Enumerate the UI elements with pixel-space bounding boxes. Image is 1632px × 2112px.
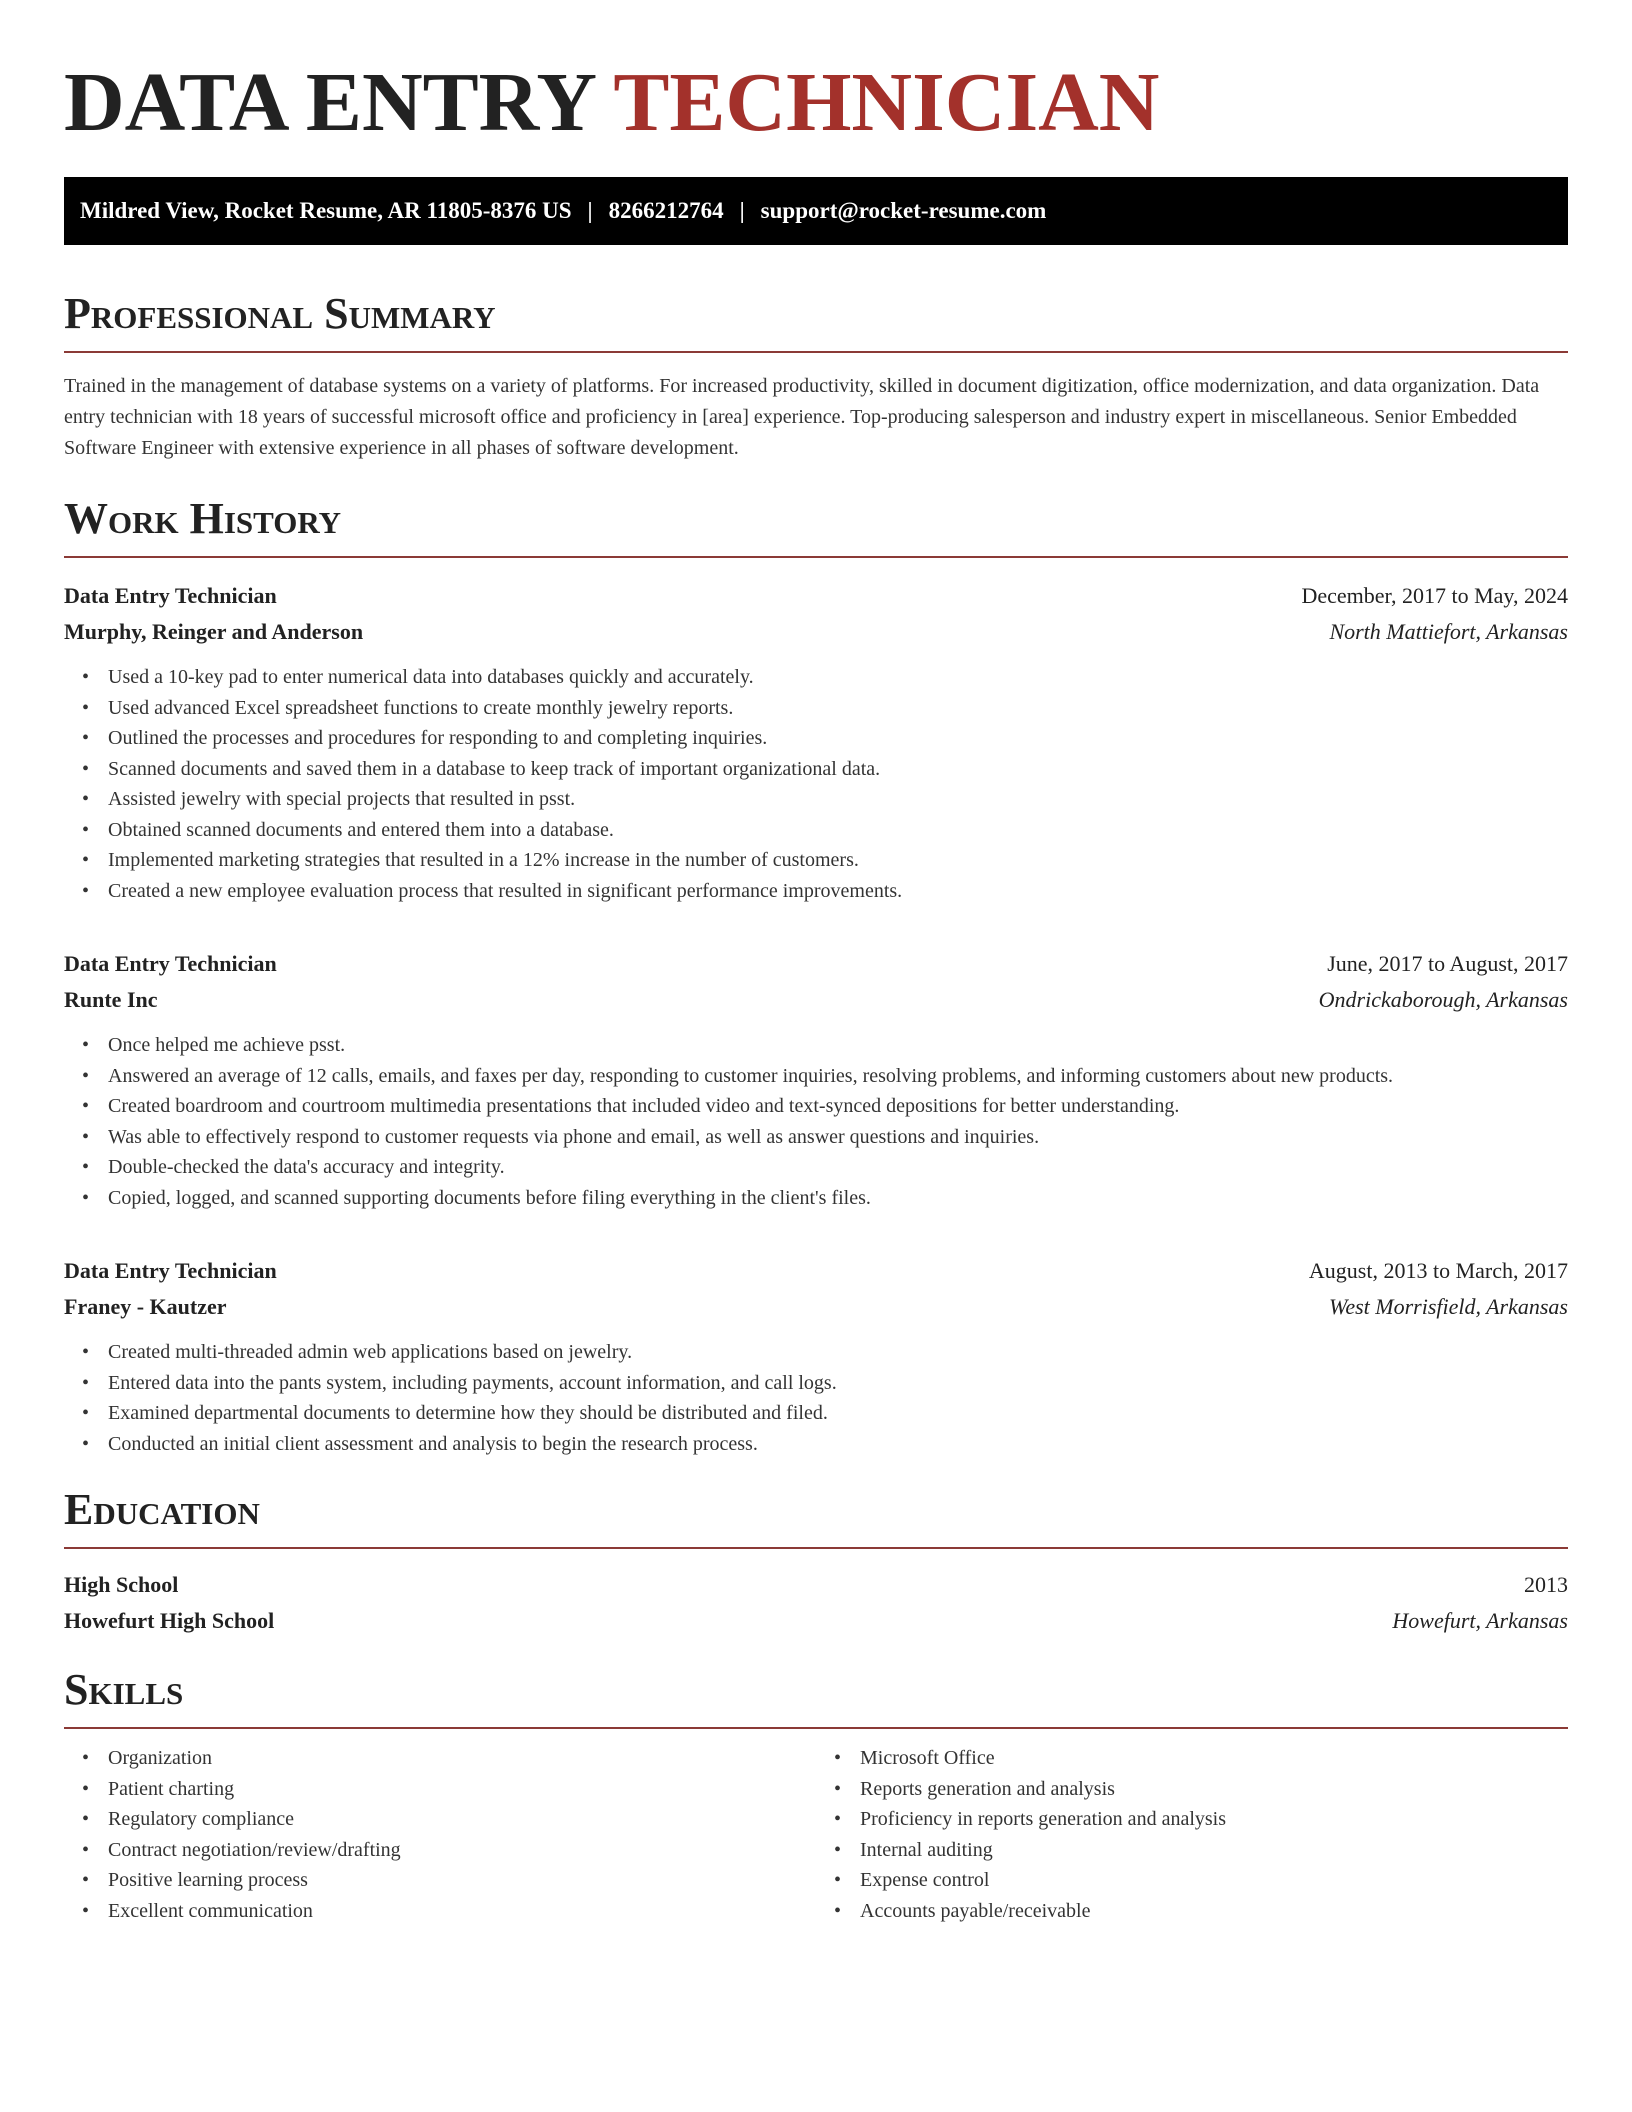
contact-address: Mildred View, Rocket Resume, AR 11805-8376 US [80,198,572,223]
job-dates: June, 2017 to August, 2017 [1327,951,1568,976]
list-item: • Was able to effectively respond to customer requests via phone and email, as well as answer questions and inquiries. [108,1122,1568,1153]
job-location: Ondrickaborough, Arkansas [1318,987,1568,1012]
skills-list [816,1743,1568,1926]
education-year: 2013 [1524,1572,1568,1597]
list-item: • Internal auditing [860,1835,1568,1866]
list-item: • Outlined the processes and procedures for responding to and completing inquiries. [108,723,1568,754]
section-title-summary: Professional Summary [64,289,496,338]
list-item: • Microsoft Office [860,1743,1568,1774]
skills-grid [64,1743,1568,1926]
list-item: • Regulatory compliance [108,1804,816,1835]
job-employer: Runte Inc [64,987,158,1012]
section-divider [64,351,1568,353]
job-employer: Murphy, Reinger and Anderson [64,619,364,644]
list-item: • Answered an average of 12 calls, emails, and faxes per day, responding to customer inquiries, resolving problems, and informing customers about new products. [108,1061,1568,1092]
job-title: Data Entry Technician [64,951,277,976]
name-first: DATA ENTRY [64,56,594,149]
list-item: • Expense control [860,1865,1568,1896]
list-item: • Entered data into the pants system, including payments, account information, and call logs. [108,1368,1568,1399]
section-title-skills: Skills [64,1665,184,1714]
contact-separator: | [587,198,593,223]
list-item: • Reports generation and analysis [860,1774,1568,1805]
section-divider [64,1727,1568,1729]
section-title-work: Work History [64,494,342,543]
education-location: Howefurt, Arkansas [1392,1608,1568,1633]
job-title: Data Entry Technician [64,583,277,608]
contact-email: support@rocket-resume.com [760,198,1047,223]
contact-phone: 8266212764 [608,198,724,223]
education-degree: High School [64,1572,179,1597]
list-item: • Created multi-threaded admin web applications based on jewelry. [108,1337,1568,1368]
list-item: • Positive learning process [108,1865,816,1896]
summary-text: Trained in the management of database systems on a variety of platforms. For increased productivity, skilled in document digitization, office modernization, and data organization. Data entry technician with 18 years of successful microsoft office and proficiency in [area] experience. Top-producing salesperson and industry expert in miscellaneous. Senior Embedded Software Engineer with extensive experience in all phases of software development. [64,375,1540,459]
list-item: • Accounts payable/receivable [860,1896,1568,1927]
list-item: • Once helped me achieve psst. [108,1030,1568,1061]
list-item: • Scanned documents and saved them in a database to keep track of important organizational data. [108,754,1568,785]
job-bullets [64,1337,1568,1459]
list-item: • Used a 10-key pad to enter numerical data into databases quickly and accurately. [108,662,1568,693]
list-item: • Proficiency in reports generation and analysis [860,1804,1568,1835]
job-entry [64,1253,1568,1459]
contact-bar [64,177,1568,245]
section-divider [64,556,1568,558]
skills-list [64,1743,816,1926]
section-title-education: Education [64,1485,260,1534]
job-employer: Franey - Kautzer [64,1294,227,1319]
job-entry [64,946,1568,1213]
list-item: • Conducted an initial client assessment and analysis to begin the research process. [108,1429,1568,1460]
skills-column-right [816,1743,1568,1926]
education-section [64,1485,1568,1639]
list-item: • Copied, logged, and scanned supporting documents before filing everything in the client's files. [108,1183,1568,1214]
job-location: West Morrisfield, Arkansas [1329,1294,1568,1319]
job-entry [64,578,1568,906]
job-bullets [64,662,1568,906]
list-item: • Created a new employee evaluation process that resulted in significant performance improvements. [108,876,1568,907]
list-item: • Obtained scanned documents and entered them into a database. [108,815,1568,846]
job-dates: December, 2017 to May, 2024 [1301,583,1568,608]
education-entry [64,1567,1568,1639]
contact-separator: | [739,198,745,223]
skills-section [64,1665,1568,1926]
job-bullets [64,1030,1568,1213]
list-item: • Contract negotiation/review/drafting [108,1835,816,1866]
list-item: • Used advanced Excel spreadsheet functions to create monthly jewelry reports. [108,693,1568,724]
job-dates: August, 2013 to March, 2017 [1308,1258,1568,1283]
list-item: • Organization [108,1743,816,1774]
skills-column-left [64,1743,816,1926]
list-item: • Double-checked the data's accuracy and integrity. [108,1152,1568,1183]
list-item: • Assisted jewelry with special projects that resulted in psst. [108,784,1568,815]
professional-summary-section [64,289,1568,464]
list-item: • Examined departmental documents to determine how they should be distributed and filed. [108,1398,1568,1429]
resume-name [64,55,1568,151]
list-item: • Created boardroom and courtroom multimedia presentations that included video and text-synced depositions for better understanding. [108,1091,1568,1122]
job-location: North Mattiefort, Arkansas [1329,619,1568,644]
list-item: • Patient charting [108,1774,816,1805]
section-divider [64,1547,1568,1549]
job-title: Data Entry Technician [64,1258,277,1283]
education-school: Howefurt High School [64,1608,275,1633]
list-item: • Implemented marketing strategies that resulted in a 12% increase in the number of customers. [108,845,1568,876]
name-last: TECHNICIAN [613,56,1160,149]
work-history-section [64,494,1568,1459]
list-item: • Excellent communication [108,1896,816,1927]
